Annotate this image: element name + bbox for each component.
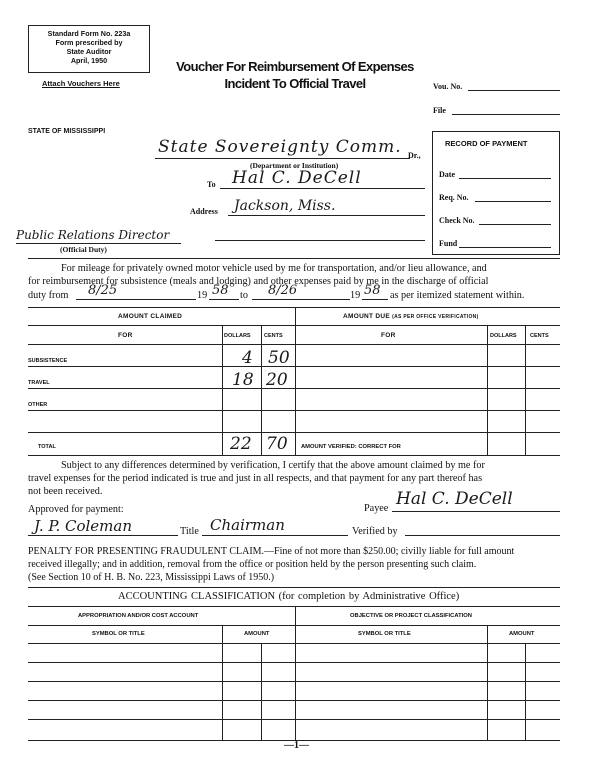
to-label: To — [207, 180, 216, 189]
amount-claimed-header: AMOUNT CLAIMED — [118, 313, 183, 320]
department-caption: (Department or Institution) — [250, 161, 339, 170]
approver-title-value[interactable]: Chairman — [210, 516, 285, 534]
row-subsistence-cents[interactable]: 50 — [268, 348, 290, 368]
record-fund-line[interactable] — [459, 247, 551, 248]
to-date-value[interactable]: 8/26 — [268, 283, 298, 298]
for-header-right: FOR — [381, 332, 396, 339]
verified-by-line[interactable] — [405, 535, 560, 536]
amount-header-left: AMOUNT — [244, 631, 270, 637]
mileage-line-2: for reimbursement for subsistence (meals and lodging) and other expenses paid by me in the discharge of official — [28, 276, 489, 287]
payee-label: Payee — [364, 503, 389, 514]
year1-line — [209, 299, 239, 300]
address-line-2 — [215, 240, 425, 241]
attach-vouchers-label: Attach Vouchers Here — [42, 79, 120, 88]
penalty-line-2: received illegally; and in addition, removal from the office or position held by the person presenting such claim. — [28, 559, 477, 570]
cert-line-2: travel expenses for the period indicated is true and just in all respects, and that payment for any part thereof has — [28, 473, 483, 484]
to-line — [220, 188, 425, 189]
vou-no-line[interactable] — [468, 90, 560, 91]
official-duty-line — [16, 243, 181, 244]
address-label: Address — [190, 207, 218, 216]
form-date: April, 1950 — [70, 56, 108, 65]
year2-label: 19 — [350, 290, 361, 301]
duty-from-line — [76, 299, 196, 300]
year1-label: 19 — [197, 290, 208, 301]
title-line-2: Incident To Official Travel — [224, 76, 366, 91]
amount-due-header — [343, 313, 479, 320]
row-subsistence-label: SUBSISTENCE — [28, 358, 68, 364]
dollars-header-left: DOLLARS — [224, 333, 251, 339]
record-req-line[interactable] — [475, 201, 551, 202]
file-line[interactable] — [452, 114, 560, 115]
address-value[interactable]: Jackson, Miss. — [234, 198, 336, 214]
penalty-line-3: (See Section 10 of H. B. No. 223, Mississippi Laws of 1950.) — [28, 572, 275, 583]
symbol-header-right: SYMBOL OR TITLE — [358, 631, 411, 637]
state-label: STATE OF MISSISSIPPI — [28, 128, 106, 135]
row-travel-label: TRAVEL — [28, 380, 50, 386]
amount-verified-label: AMOUNT VERIFIED: CORRECT FOR — [301, 444, 401, 450]
record-date-line[interactable] — [459, 178, 551, 179]
accounting-table — [28, 587, 560, 741]
penalty-line-1: PENALTY FOR PRESENTING FRAUDULENT CLAIM.—Fine of not more than $250.00; civilly liable for full amount — [28, 546, 515, 557]
official-duty-caption: (Official Duty) — [60, 245, 107, 254]
itemized-tail: as per itemized statement within. — [390, 290, 525, 301]
cert-line-1: Subject to any differences determined by verification, I certify that the above amount claimed by me for — [61, 460, 485, 471]
record-check-label: Check No. — [439, 216, 475, 225]
address-line — [228, 215, 425, 216]
record-of-payment-box — [432, 131, 560, 255]
mileage-line-1: For mileage for privately owned motor vehicle used by me for transportation, and/or lieu allowance, and — [61, 263, 487, 274]
record-title: RECORD OF PAYMENT — [445, 139, 528, 148]
department-suffix: Dr., — [408, 151, 421, 160]
row-total-cents[interactable]: 70 — [266, 434, 288, 454]
amount-due-note: (AS PER OFFICE VERIFICATION) — [392, 314, 479, 320]
form-prescribed: Form prescribed by — [55, 38, 123, 47]
record-fund-label: Fund — [439, 239, 458, 248]
approver-title-label: Title — [180, 526, 199, 537]
amount-due-label: AMOUNT DUE — [343, 313, 391, 320]
for-header-left: FOR — [118, 332, 133, 339]
penalty-paragraph — [28, 545, 566, 584]
approver-signature[interactable]: J. P. Coleman — [34, 517, 132, 535]
department-value[interactable]: State Sovereignty Comm. — [158, 137, 402, 157]
verified-by-label: Verified by — [352, 526, 398, 537]
year1-value[interactable]: 58 — [212, 283, 229, 298]
department-line — [155, 158, 410, 159]
row-subsistence-dollars[interactable]: 4 — [242, 348, 253, 368]
appropriation-header: APPROPRIATION AND/OR COST ACCOUNT — [78, 613, 199, 619]
file-label: File — [433, 106, 446, 115]
page-number: —1— — [284, 740, 309, 751]
to-value[interactable]: Hal C. DeCell — [232, 168, 362, 188]
cert-line-3: not been received. — [28, 486, 103, 497]
to-date-line — [252, 299, 350, 300]
row-total-dollars[interactable]: 22 — [230, 434, 252, 454]
form-number-box — [28, 25, 150, 73]
duty-from-value[interactable]: 8/25 — [88, 283, 118, 298]
title-line-1: Voucher For Reimbursement Of Expenses — [176, 59, 414, 74]
payee-signature[interactable]: Hal C. DeCell — [396, 489, 513, 509]
claim-table — [28, 307, 560, 456]
to-date-label: to — [240, 290, 248, 301]
approved-label: Approved for payment: — [28, 504, 124, 515]
row-other-label: OTHER — [28, 402, 48, 408]
form-number: Standard Form No. 223a — [47, 29, 131, 38]
official-duty-value[interactable]: Public Relations Director — [16, 228, 170, 242]
duty-from-label: duty from — [28, 290, 69, 301]
row-total-label: TOTAL — [38, 444, 56, 450]
objective-header: OBJECTIVE OR PROJECT CLASSIFICATION — [350, 613, 472, 619]
amount-header-right: AMOUNT — [509, 631, 535, 637]
payee-line — [392, 511, 560, 512]
year2-value[interactable]: 58 — [364, 283, 381, 298]
accounting-title: ACCOUNTING CLASSIFICATION (for completion by Administrative Office) — [118, 591, 460, 602]
cents-header-right: CENTS — [530, 333, 549, 339]
symbol-header-left: SYMBOL OR TITLE — [92, 631, 145, 637]
year2-line — [362, 299, 388, 300]
record-check-line[interactable] — [479, 224, 551, 225]
record-date-label: Date — [439, 170, 455, 179]
form-auditor: State Auditor — [66, 47, 112, 56]
record-req-label: Req. No. — [439, 193, 469, 202]
dollars-header-right: DOLLARS — [490, 333, 517, 339]
approver-line — [28, 535, 178, 536]
row-travel-dollars[interactable]: 18 — [232, 370, 254, 390]
vou-no-label: Vou. No. — [433, 82, 463, 91]
approver-title-line — [202, 535, 348, 536]
form-title — [170, 58, 420, 92]
row-travel-cents[interactable]: 20 — [266, 370, 288, 390]
cents-header-left: CENTS — [264, 333, 283, 339]
divider-top — [28, 258, 560, 259]
